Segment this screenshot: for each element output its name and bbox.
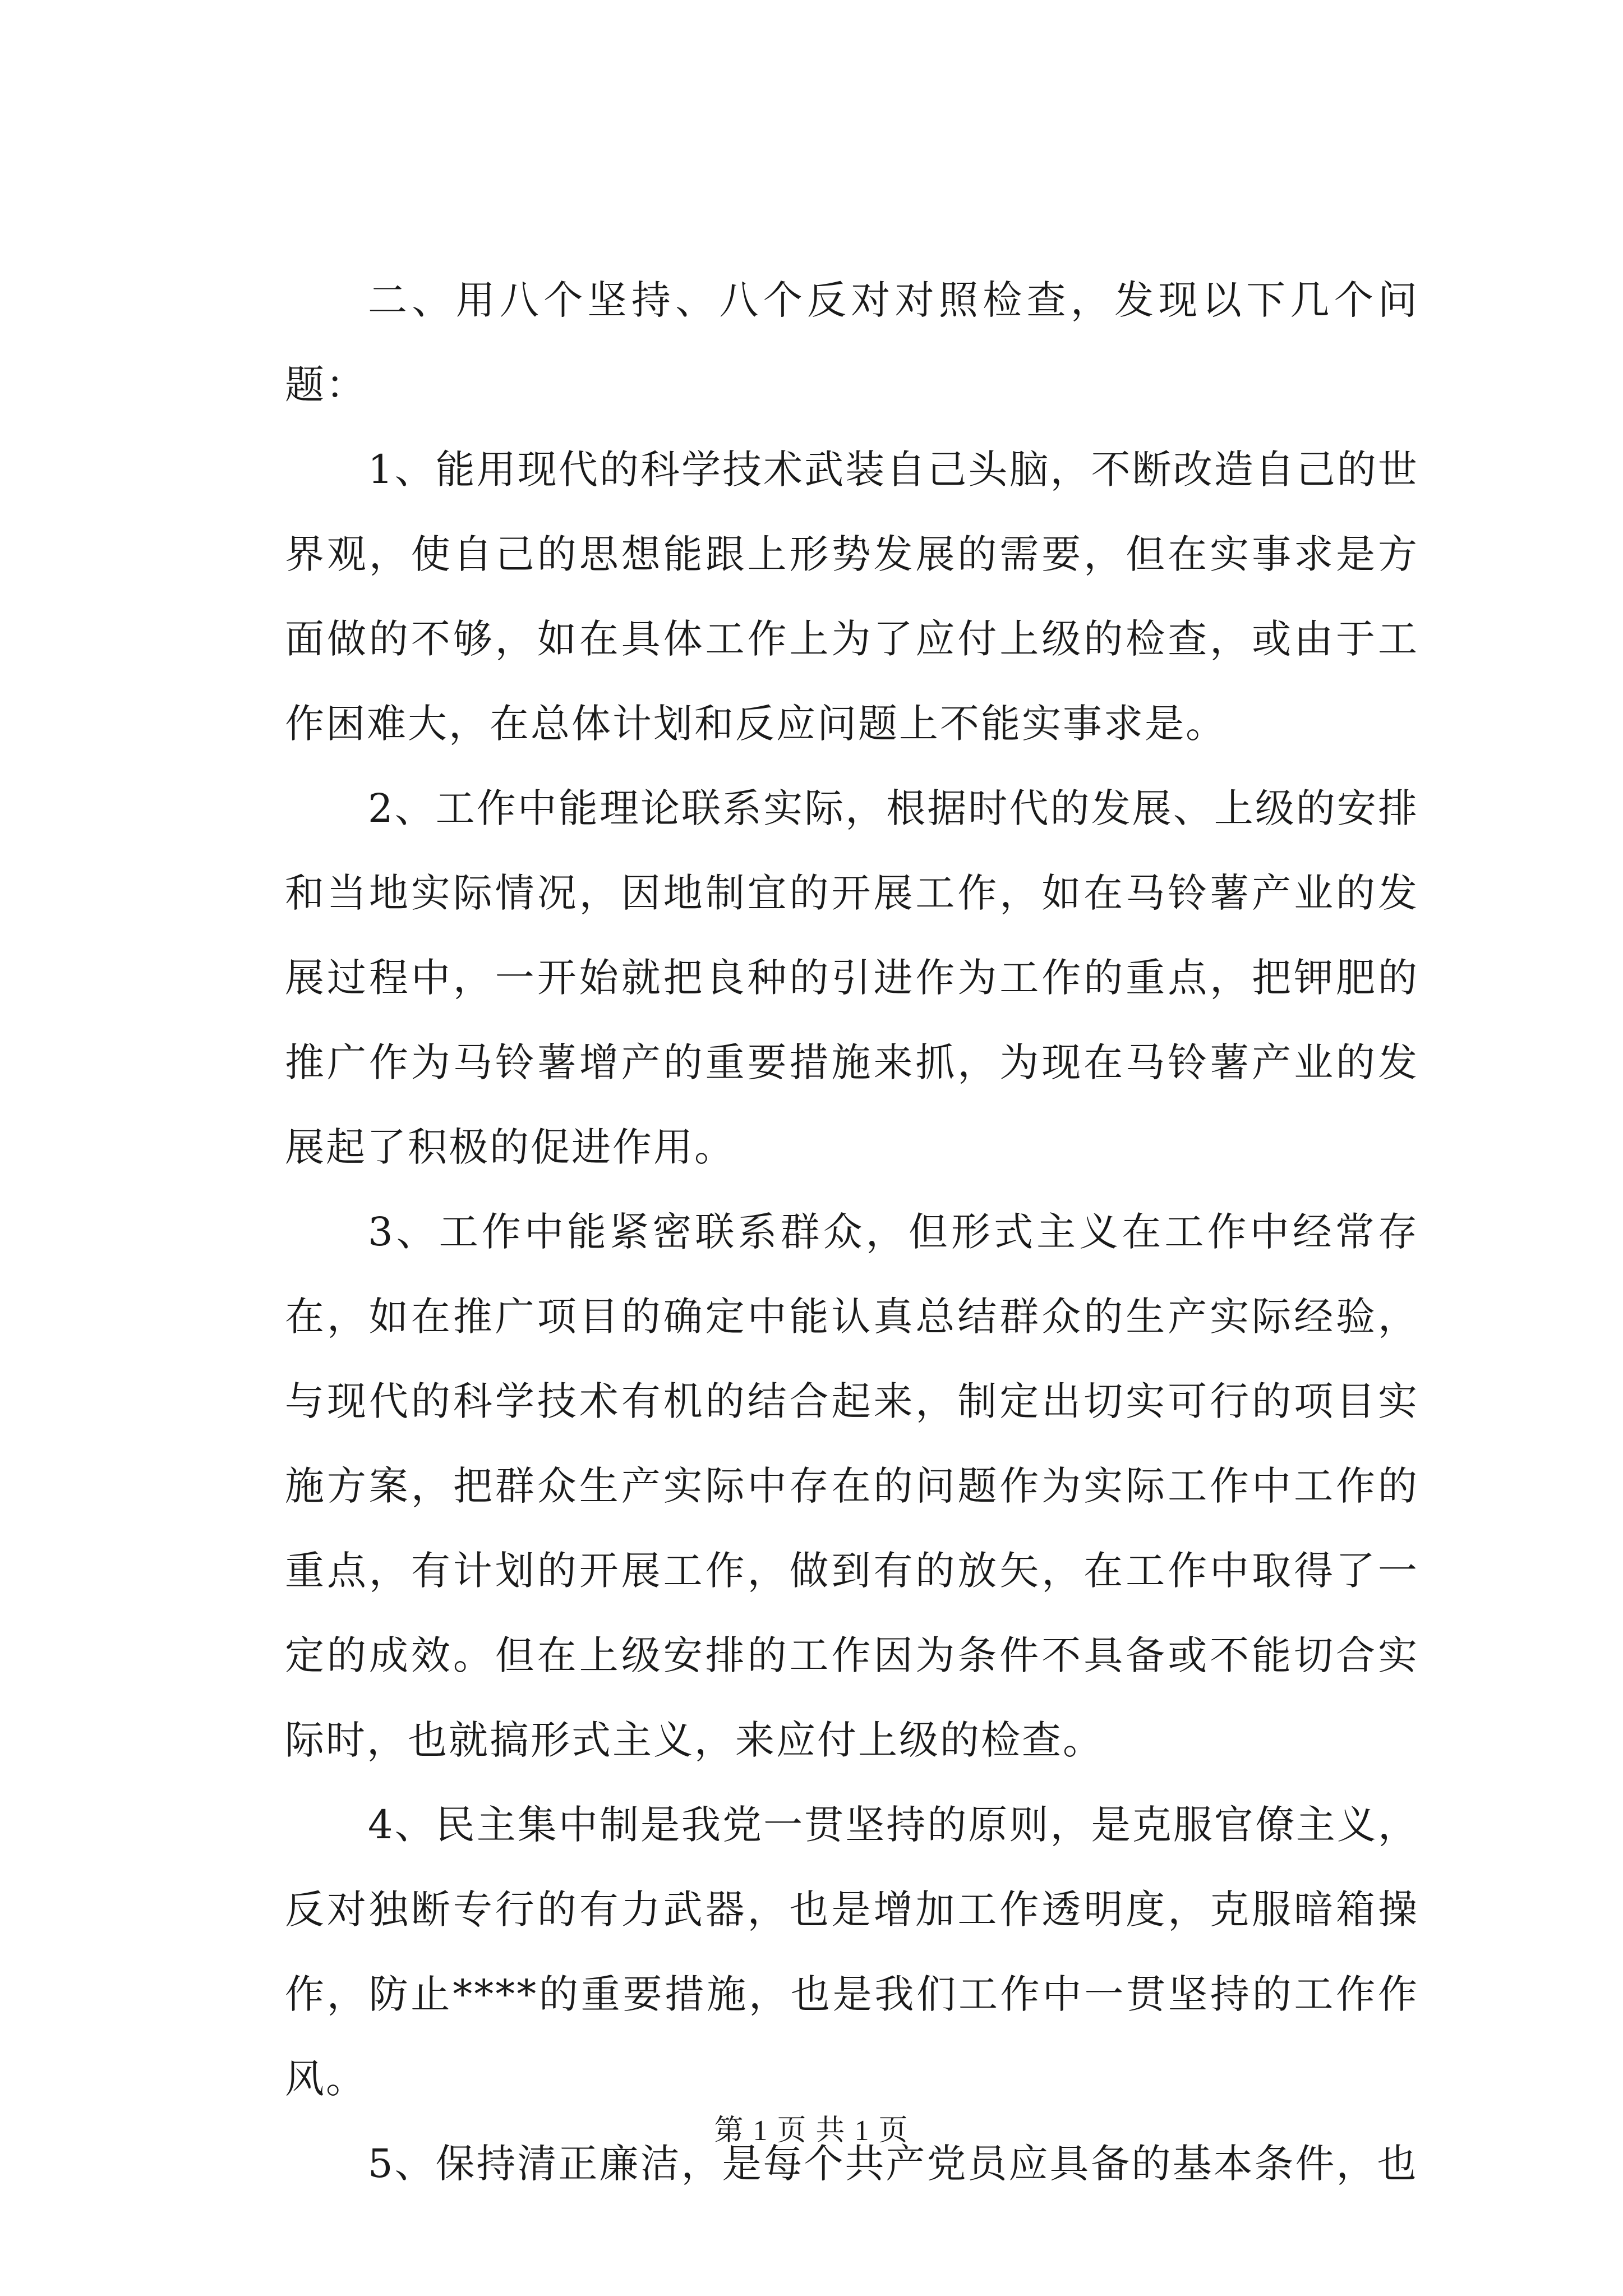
paragraph-item-5: 5、保持清正廉洁，是每个共产党员应具备的基本条件，也 xyxy=(368,2141,1418,2187)
paragraph-item-2: 2、工作中能理论联系实际，根据时代的发展、上级的安排和当地实际情况，因地制宜的开展工作，如在马铃薯产业的发展过程中，一开始就把良种的引进作为工作的重点，把钾肥的推广作为马铃薯增产的重要措施来抓，为现在马铃薯产业的发展起了积极的促进作用。 xyxy=(285,785,1419,1170)
page-number-footer: 第 1 页 共 1 页 xyxy=(714,2115,909,2147)
document-body xyxy=(285,258,1419,2206)
paragraph-heading-check: 二、用八个坚持、八个反对对照检查，发现以下几个问题： xyxy=(285,277,1419,408)
paragraph-item-1: 1、能用现代的科学技术武装自己头脑，不断改造自己的世界观，使自己的思想能跟上形势发展的需要，但在实事求是方面做的不够，如在具体工作上为了应付上级的检查，或由于工作困难大，在总体计划和反应问题上不能实事求是。 xyxy=(285,447,1419,747)
paragraph-item-4: 4、民主集中制是我党一贯坚持的原则，是克服官僚主义，反对独断专行的有力武器，也是增加工作透明度，克服暗箱操作，防止****的重要措施，也是我们工作中一贯坚持的工作作风。 xyxy=(285,1802,1419,2102)
paragraph-item-3: 3、工作中能紧密联系群众，但形式主义在工作中经常存在，如在推广项目的确定中能认真总结群众的生产实际经验，与现代的科学技术有机的结合起来，制定出切实可行的项目实施方案，把群众生产实际中存在的问题作为实际工作中工作的重点，有计划的开展工作，做到有的放矢，在工作中取得了一定的成效。但在上级安排的工作因为条件不具备或不能切合实际时，也就搞形式主义，来应付上级的检查。 xyxy=(285,1209,1419,1763)
